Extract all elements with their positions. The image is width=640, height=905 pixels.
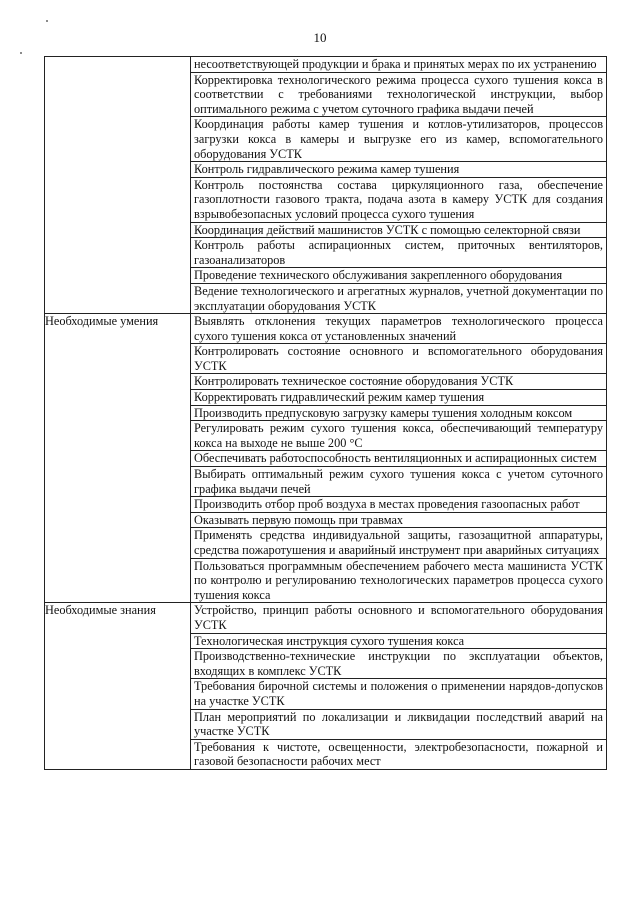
list-item: Производить предпусковую загрузку камеры тушения холодным коксом (191, 405, 606, 421)
list-item: Контролировать техническое состояние оборудования УСТК (191, 373, 606, 389)
list-item: Выбирать оптимальный режим сухого тушения кокса с учетом суточного графика выдачи печей (191, 466, 606, 496)
page-number: 10 (313, 30, 327, 45)
list-item: Технологическая инструкция сухого тушения кокса (191, 633, 606, 649)
list-item: Проведение технического обслуживания закрепленного оборудования (191, 267, 606, 283)
scan-speck (20, 52, 22, 54)
list-item: Корректировать гидравлический режим камер тушения (191, 389, 606, 405)
list-item: Ведение технологического и агрегатных журналов, учетной документации по эксплуатации оборудования УСТК (191, 283, 606, 313)
row-label-knowledge: Необходимые знания (45, 603, 191, 770)
table-row (45, 314, 607, 603)
scan-speck (46, 20, 48, 22)
table-row (45, 603, 607, 770)
list-item: Требования к чистоте, освещенности, электробезопасности, пожарной и газовой безопасности рабочих мест (191, 739, 606, 769)
list-item: Производить отбор проб воздуха в местах проведения газоопасных работ (191, 496, 606, 512)
list-item: Координация действий машинистов УСТК с помощью селекторной связи (191, 222, 606, 238)
competency-table (44, 56, 607, 770)
list-item: Производственно-технические инструкции по эксплуатации объектов, входящих в комплекс УСТК (191, 648, 606, 678)
list-item: План мероприятий по локализации и ликвидации последствий аварий на участке УСТК (191, 709, 606, 739)
list-item: Пользоваться программным обеспечением рабочего места машиниста УСТК по контролю и регулированию технологических параметров процесса сухого тушения кокса (191, 558, 606, 603)
list-item: Требования бирочной системы и положения о применении нарядов-допусков на участке УСТК (191, 678, 606, 708)
row-label (45, 57, 191, 314)
row-label-skills: Необходимые умения (45, 314, 191, 603)
list-item: Устройство, принцип работы основного и вспомогательного оборудования УСТК (194, 603, 603, 632)
row-content (191, 603, 607, 770)
list-item: Контроль гидравлического режима камер тушения (191, 161, 606, 177)
list-item: Координация работы камер тушения и котлов-утилизаторов, процессов загрузки кокса в камеры и выгрузке его из камер, вспомогательного оборудования УСТК (191, 116, 606, 161)
row-content (191, 57, 607, 314)
list-item: несоответствующей продукции и брака и принятых мерах по их устранению (194, 57, 597, 71)
list-item: Обеспечивать работоспособность вентиляционных и аспирационных систем (191, 450, 606, 466)
list-item: Оказывать первую помощь при травмах (191, 512, 606, 528)
list-item: Контролировать состояние основного и вспомогательного оборудования УСТК (191, 343, 606, 373)
table-row (45, 57, 607, 314)
list-item: Корректировка технологического режима процесса сухого тушения кокса в соответствии с требованиями технологической инструкции, выбор оптимального режима с учетом суточного графика выдачи печей (191, 72, 606, 117)
list-item: Применять средства индивидуальной защиты, газозащитной аппаратуры, средства пожаротушения и аварийный инструмент при аварийных ситуациях (191, 527, 606, 557)
list-item: Выявлять отклонения текущих параметров технологического процесса сухого тушения кокса от установленных значений (194, 314, 603, 343)
row-content (191, 314, 607, 603)
list-item: Контроль постоянства состава циркуляционного газа, обеспечение газоплотности газового тракта, подача азота в камеру УСТК для создания взрывобезопасных условий процесса сухого тушения (191, 177, 606, 222)
list-item: Контроль работы аспирационных систем, приточных вентиляторов, газоанализаторов (191, 237, 606, 267)
list-item: Регулировать режим сухого тушения кокса, обеспечивающий температуру кокса на выходе не выше 200 °С (191, 420, 606, 450)
